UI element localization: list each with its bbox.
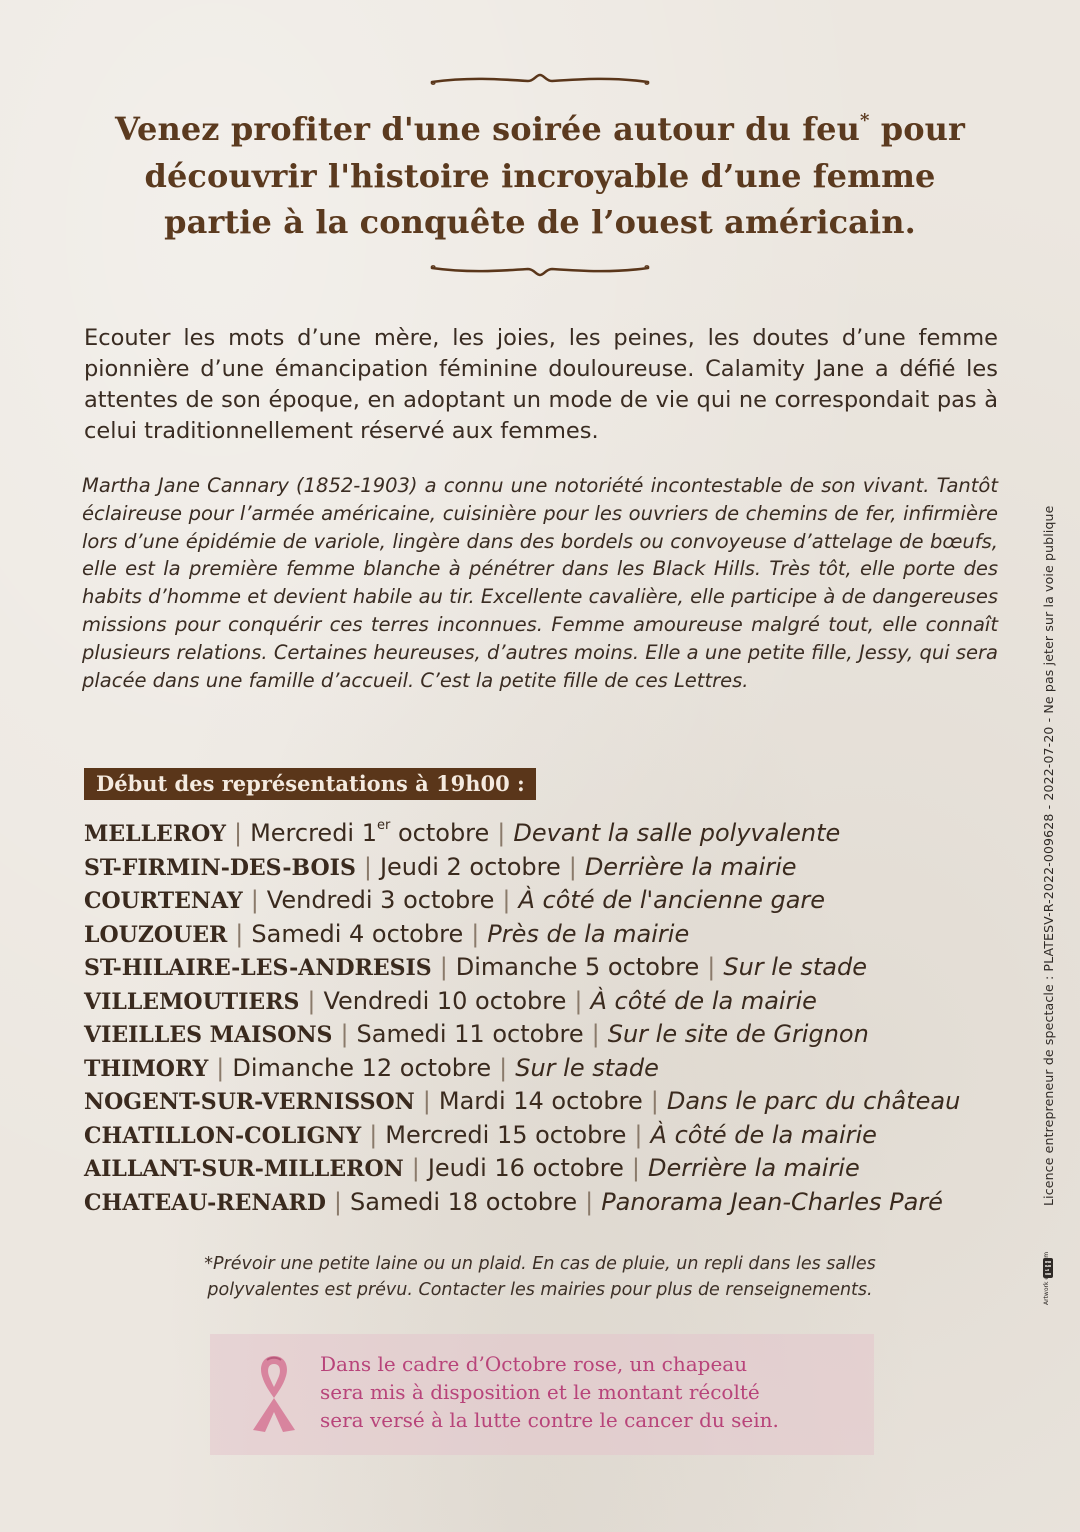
pink-line1: Dans le cadre d’Octobre rose, un chapeau <box>320 1352 748 1376</box>
schedule-separator: | <box>499 1053 508 1082</box>
schedule-town: AILLANT-SUR-MILLERON <box>84 1156 404 1182</box>
schedule-date <box>267 886 495 914</box>
schedule-town: CHATEAU-RENARD <box>84 1189 326 1216</box>
schedule-date-main: Mercredi 15 octobre <box>385 1120 627 1149</box>
headline-line3: partie à la conquête de l’ouest américain. <box>164 203 916 241</box>
bottom-flourish <box>428 261 652 277</box>
schedule-date-main: Mercredi 1 <box>250 819 377 847</box>
schedule-row <box>84 1018 1024 1052</box>
schedule-separator: | <box>235 919 244 948</box>
schedule-row <box>84 884 1024 918</box>
license-vertical-text: Licence entrepreneur de spectacle : PLATESV-R-2022-009628 - 2022-07-20 - Ne pas jeter sur la voie publique <box>1041 505 1056 1206</box>
headline-line1-end: pour <box>869 110 965 148</box>
schedule-separator: | <box>333 1187 342 1216</box>
schedule-separator: | <box>634 1120 643 1149</box>
footnote-line1: *Prévoir une petite laine ou un plaid. En cas de pluie, un repli dans les salles <box>204 1254 876 1274</box>
schedule-place: À côté de l'ancienne gare <box>518 886 826 914</box>
schedule-date <box>251 920 463 948</box>
schedule-date <box>428 1154 624 1182</box>
pink-line2: sera mis à disposition et le montant récolté <box>320 1380 760 1404</box>
schedule-date <box>357 1020 584 1048</box>
schedule-separator: | <box>631 1154 640 1182</box>
schedule-separator: | <box>568 852 577 881</box>
schedule-row <box>84 851 1024 885</box>
schedule-date <box>232 1054 491 1082</box>
schedule-row <box>84 817 1024 851</box>
schedule-date <box>250 819 489 847</box>
schedule-date <box>456 953 699 981</box>
schedule-place: À côté de la mairie <box>650 1120 877 1149</box>
schedule-date-end: octobre <box>390 819 490 847</box>
schedule-date <box>385 1121 626 1149</box>
schedule-separator: | <box>497 819 506 847</box>
schedule-date-main: Dimanche 5 octobre <box>455 953 700 981</box>
schedule-date-main: Samedi 18 octobre <box>350 1187 578 1216</box>
headline-line1: Venez profiter d'une soirée autour du feu <box>115 110 860 148</box>
schedule-row <box>84 951 1024 985</box>
schedule-separator: | <box>216 1053 225 1082</box>
schedule-place: À côté de la mairie <box>590 986 817 1015</box>
schedule-separator: | <box>250 886 259 914</box>
footnote <box>120 1251 960 1303</box>
pink-ribbon-icon <box>243 1350 305 1436</box>
schedule-town: COURTENAY <box>84 888 243 914</box>
schedule-separator: | <box>233 819 243 847</box>
schedule-date <box>380 853 561 881</box>
schedule-date-main: Mardi 14 octobre <box>438 1087 643 1115</box>
schedule-row <box>84 985 1024 1019</box>
schedule-separator: | <box>411 1154 420 1182</box>
schedule-town: MELLEROY <box>84 821 226 847</box>
footnote-line2: polyvalentes est prévu. Contacter les mairies pour plus de renseignements. <box>207 1280 873 1300</box>
schedule-row <box>84 918 1024 952</box>
schedule-separator: | <box>650 1087 659 1115</box>
schedule-town: ST-FIRMIN-DES-BOIS <box>84 854 356 881</box>
schedule-row <box>84 1085 1024 1119</box>
schedule-place: Sur le site de Grignon <box>607 1020 869 1048</box>
schedule-separator: | <box>363 852 372 881</box>
schedule-date <box>439 1087 643 1115</box>
schedule-separator: | <box>307 986 316 1015</box>
schedule-separator: | <box>591 1020 600 1048</box>
schedule-date-main: Vendredi 3 octobre <box>266 886 495 914</box>
schedule-town: VIEILLES MAISONS <box>84 1022 333 1048</box>
schedule-separator: | <box>369 1120 378 1149</box>
biography-paragraph: Martha Jane Cannary (1852-1903) a connu une notoriété incontestable de son vivant. Tantôt éclaireuse pour l’armée américaine, cuisinière pour les ouvriers de chemins de fer, infirmière lors d’une épidémie de variole, lingère dans des bordels ou convoyeuse d’attelage de bœufs, elle est la première femme blanche à pénétrer dans les Black Hills. Très tôt, elle porte des habits d’homme et devient habile au tir. Excellente cavalière, elle participe à de dangereuses missions pour conquérir ces terres inconnues. Femme amoureuse malgré tout, elle connaît plusieurs relations. Certaines heureuses, d’autres moins. Elle a une petite fille, Jessy, qui sera placée dans une famille d’accueil. C’est la petite fille de ces Lettres. <box>82 474 998 692</box>
schedule-date <box>350 1188 577 1216</box>
headline-line2: découvrir l'histoire incroyable d’une femme <box>144 156 936 195</box>
schedule-date-main: Jeudi 16 octobre <box>427 1154 624 1182</box>
schedule-date-main: Vendredi 10 octobre <box>323 986 567 1015</box>
schedule-date-main: Dimanche 12 octobre <box>232 1053 492 1082</box>
headline <box>60 106 1020 246</box>
headline-asterisk: * <box>859 110 870 132</box>
schedule-separator: | <box>340 1020 349 1048</box>
october-rose-box <box>210 1334 874 1455</box>
schedule-town: CHATILLON-COLIGNY <box>84 1122 362 1149</box>
schedule-town: ST-HILAIRE-LES-ANDRESIS <box>84 955 432 981</box>
schedule-town: LOUZOUER <box>84 921 228 948</box>
schedule-separator: | <box>574 986 583 1015</box>
schedule-town: VILLEMOUTIERS <box>84 988 300 1015</box>
schedule-place: Sur le stade <box>515 1053 659 1082</box>
schedule-place: Sur le stade <box>723 953 867 981</box>
schedule-place: Près de la mairie <box>487 919 690 948</box>
artwork-credit: Artwork ercé.com <box>1043 1251 1050 1305</box>
schedule-row <box>84 1186 1024 1220</box>
schedule-date-sup: er <box>377 818 391 833</box>
schedule-separator: | <box>439 953 448 981</box>
schedule-town: THIMORY <box>84 1055 209 1082</box>
pink-line3: sera versé à la lutte contre le cancer du sein. <box>320 1408 779 1432</box>
schedule-date-main: Samedi 11 octobre <box>356 1020 584 1048</box>
schedule-separator: | <box>502 886 511 914</box>
schedule-row <box>84 1152 1024 1186</box>
schedule-list <box>84 817 1024 1219</box>
schedule-banner: Début des représentations à 19h00 : <box>84 768 536 800</box>
schedule-date <box>323 987 566 1015</box>
schedule-place: Devant la salle polyvalente <box>513 819 841 847</box>
schedule-separator: | <box>471 919 480 948</box>
intro-paragraph: Ecouter les mots d’une mère, les joies, les peines, les doutes d’une femme pionnière d’une émancipation féminine douloureuse. Calamity Jane a défié les attentes de son époque, en adoptant un mode de vie qui ne correspondait pas à celui traditionnellement réservé aux femmes. <box>84 325 998 444</box>
schedule-place: Panorama Jean-Charles Paré <box>601 1187 943 1216</box>
october-rose-text <box>320 1350 779 1434</box>
schedule-date-main: Samedi 4 octobre <box>251 919 464 948</box>
schedule-place: Derrière la mairie <box>648 1154 860 1182</box>
schedule-date-main: Jeudi 2 octobre <box>379 852 561 881</box>
top-flourish <box>428 73 652 89</box>
schedule-town: NOGENT-SUR-VERNISSON <box>84 1089 415 1115</box>
schedule-place: Dans le parc du château <box>666 1087 961 1115</box>
schedule-row <box>84 1119 1024 1153</box>
schedule-separator: | <box>585 1187 594 1216</box>
schedule-separator: | <box>422 1087 431 1115</box>
schedule-row <box>84 1052 1024 1086</box>
schedule-place: Derrière la mairie <box>584 852 797 881</box>
schedule-separator: | <box>707 953 716 981</box>
